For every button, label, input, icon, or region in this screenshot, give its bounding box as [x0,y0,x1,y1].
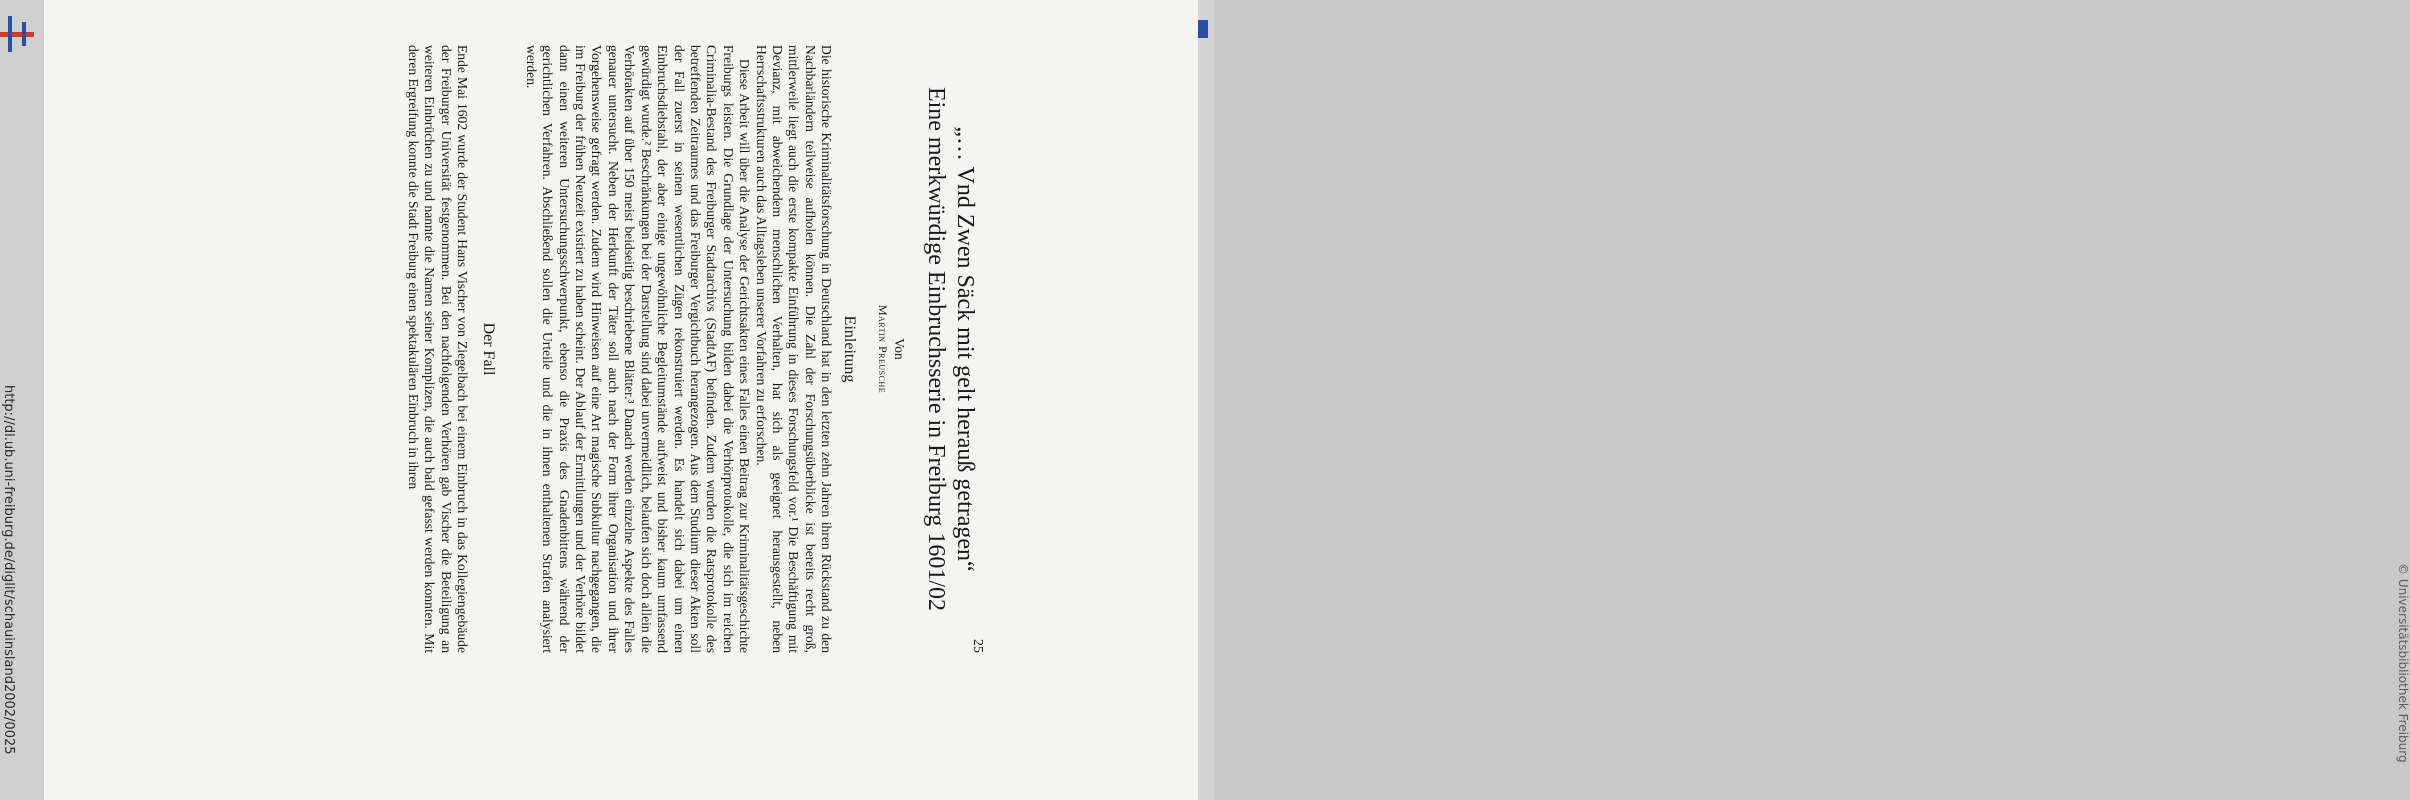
section-heading-der-fall: Der Fall [480,322,498,376]
section-heading-einleitung: Einleitung [840,315,858,383]
title-line-2: Eine merkwürdige Einbruchsserie in Freiburg 1601/02 [923,86,949,612]
paragraph-1: Die historische Kriminalitätsforschung in Deutschland hat in den letzten zehn Jahren ihren Rückstand zu den Nachbarländern teilweise aufholen können. Die Zahl der Forschungsüberblicke ist bereits recht groß, mittlerweile liegt auch die erste kompakte Einführung in dieses Forschungsfeld vor.¹ Die Beschäftigung mit Devianz, mit abweichendem menschlichen Verhalten, hat sich als geeignet herausgestellt, neben Herrschaftsstrukturen auch das Alltagsleben unserer Vorfahren zu erforschen. [753,45,835,653]
library-logo-right-icon [1198,20,1212,38]
copyright-right: © Universitätsbibliothek Freiburg [2396,563,2410,763]
paragraph-3: Ende Mai 1602 wurde der Student Hans Vischer von Ziegelbach bei einem Einbruch in das Kollegiengebäude der Freiburger Universität festgenommen. Bei den nachfolgenden Verhören gab Vischer die Beteiligung an weiteren Einbrüchen zu und nannte die Namen seiner Komplizen, die auch bald gefasst werden konnten. Mit deren Ergreifung konnte die Stadt Freiburg einen spektakulären Einbruch in ihren [405,45,471,653]
article-title [921,45,985,653]
author-name: Martin Preusche [876,304,890,394]
document-page [355,45,985,653]
page-number: 25 [970,639,985,653]
left-margin-strip [0,0,44,800]
source-url[interactable]: http://dl.ub.uni-freiburg.de/diglit/schauinsland2002/0025 [1,385,16,755]
paragraph-2: Diese Arbeit will über die Analyse der Gerichtsakten eines Falles einen Beitrag zur Kriminalitätsgeschichte Freiburgs leisten. Die Grundlage der Untersuchung bilden dabei die Verhörprotokolle, die sich im reichen Criminalia-Bestand des Freiburger Stadtarchivs (StadtAF) befinden. Zudem wurden die Ratsprotokolle des betreffenden Zeitraumes und das Freiburger Vergichtbuch herangezogen. Aus dem Studium dieser Akten soll der Fall zuerst in seinen wesentlichen Zügen rekonstruiert werden. Es handelt sich dabei um einen Einbruchsdiebstahl, der aber einige ungewöhnliche Begleitumstände aufweist und bisher kaum umfassend gewürdigt wurde.² Beschränkungen bei der Darstellung sind dabei unvermeidlich, belaufen sich doch allein die Verhörakten auf über 150 meist beidseitig beschriebene Blätter.³ Danach werden einzelne Aspekte des Falles genauer untersucht. Neben der Herkunft der Täter soll auch nach der Form ihrer Organisation und ihrer Vorgehensweise gefragt werden. Zudem wird Hinweisen auf eine Art magische Subkultur nachgegangen, die im Freiburg der frühen Neuzeit existiert zu haben scheint. Der Ablauf der Ermittlungen und der Verhöre bildet dann einen weiteren Untersuchungsschwerpunkt, ebenso die Praxis des Gnadenbittens während der gerichtlichen Verfahren. Abschließend sollen die Urteile und die in ihnen enthaltenen Strafen analysiert werden. [523,45,753,653]
library-logo-icon [0,14,40,54]
byline: Von [892,338,907,360]
title-line-1: „… Vnd Zwen Säck mit gelt herauß getragen“ [952,126,978,572]
right-margin-strip [1198,0,2410,800]
